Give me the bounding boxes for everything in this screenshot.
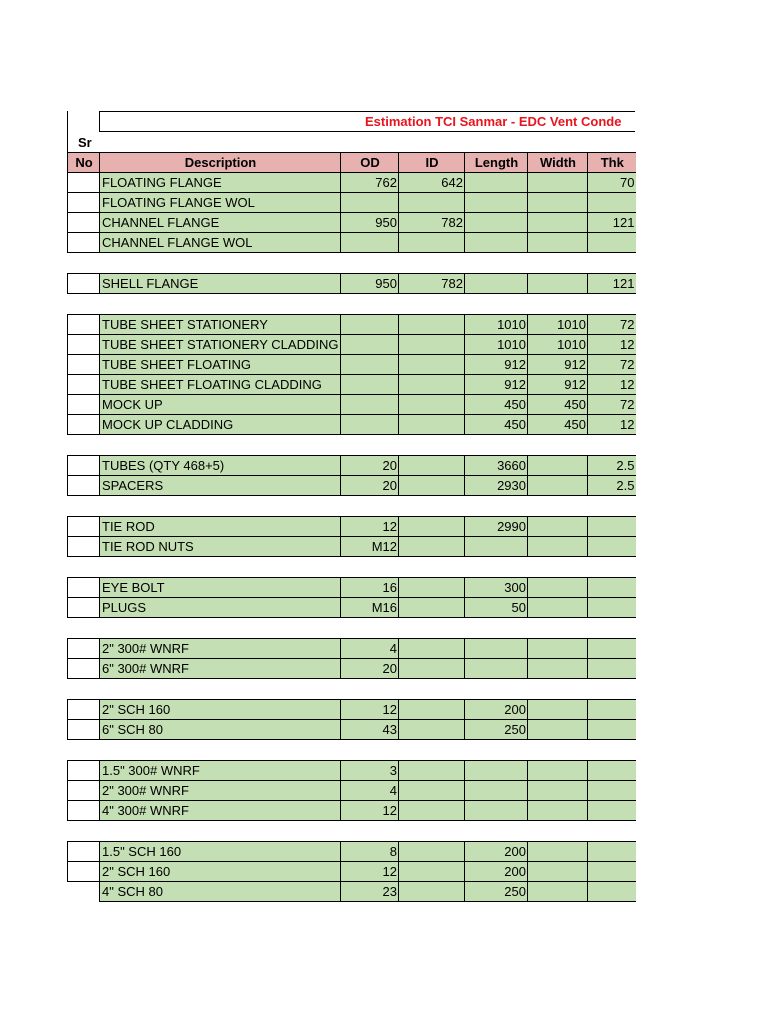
cell-width[interactable] xyxy=(528,193,588,213)
cell-od[interactable]: 20 xyxy=(341,476,399,496)
cell-width[interactable]: 450 xyxy=(528,395,588,415)
cell-thk[interactable] xyxy=(588,862,636,882)
spacer-cell xyxy=(68,253,636,274)
spacer-cell xyxy=(68,435,636,456)
cell-length[interactable] xyxy=(465,781,528,801)
cell-id[interactable]: 642 xyxy=(399,173,465,193)
cell-description[interactable] xyxy=(100,659,341,679)
description-text: TUBE SHEET STATIONERY CLADDING xyxy=(102,337,339,352)
cell-id[interactable] xyxy=(399,781,465,801)
cell-od[interactable]: 4 xyxy=(341,639,399,659)
cell-thk[interactable]: 72 xyxy=(588,395,636,415)
spacer-cell xyxy=(68,679,636,700)
cell-description[interactable] xyxy=(100,335,341,355)
cell-od[interactable]: 8 xyxy=(341,842,399,862)
cell-length[interactable]: 200 xyxy=(465,862,528,882)
cell-description[interactable] xyxy=(100,213,341,233)
cell-id[interactable] xyxy=(399,720,465,740)
cell-length[interactable] xyxy=(465,193,528,213)
cell-id[interactable] xyxy=(399,537,465,557)
spacer-row xyxy=(68,496,636,517)
cell-thk[interactable]: 2.5 xyxy=(588,456,636,476)
cell-thk[interactable]: 72 xyxy=(588,355,636,375)
description-text: FLOATING FLANGE WOL xyxy=(102,195,255,210)
cell-width[interactable] xyxy=(528,862,588,882)
cell-width[interactable] xyxy=(528,537,588,557)
cell-length[interactable]: 300 xyxy=(465,578,528,598)
cell-width[interactable] xyxy=(528,720,588,740)
cell-length[interactable] xyxy=(465,761,528,781)
spacer-cell xyxy=(68,294,636,315)
cell-thk[interactable]: 12 xyxy=(588,415,636,435)
cell-id[interactable] xyxy=(399,395,465,415)
cell-length[interactable]: 50 xyxy=(465,598,528,618)
cell-od[interactable] xyxy=(341,415,399,435)
cell-description[interactable] xyxy=(100,233,341,253)
cell-thk[interactable] xyxy=(588,193,636,213)
spacer-row xyxy=(68,253,636,274)
cell-id[interactable] xyxy=(399,355,465,375)
description-text: 4" 300# WNRF xyxy=(102,803,189,818)
description-text: 2" SCH 160 xyxy=(102,702,171,717)
cell-no[interactable] xyxy=(68,537,100,557)
cell-width[interactable] xyxy=(528,801,588,821)
cell-width[interactable] xyxy=(528,517,588,537)
spacer-row xyxy=(68,821,636,842)
table-row xyxy=(68,659,636,679)
table-row xyxy=(68,801,636,821)
cell-id[interactable] xyxy=(399,517,465,537)
cell-no[interactable] xyxy=(68,375,100,395)
cell-thk[interactable]: 12 xyxy=(588,375,636,395)
cell-no[interactable] xyxy=(68,315,100,335)
cell-id[interactable] xyxy=(399,842,465,862)
title-sr-cell[interactable] xyxy=(67,111,99,132)
table-row xyxy=(68,476,636,496)
cell-thk[interactable] xyxy=(588,639,636,659)
cell-description[interactable] xyxy=(100,173,341,193)
description-text: TUBE SHEET FLOATING xyxy=(102,357,252,372)
cell-length[interactable] xyxy=(465,537,528,557)
description-text: FLOATING FLANGE xyxy=(102,175,222,190)
cell-no[interactable] xyxy=(68,415,100,435)
spacer-row xyxy=(68,435,636,456)
cell-width[interactable]: 912 xyxy=(528,355,588,375)
cell-length[interactable]: 200 xyxy=(465,700,528,720)
cell-length[interactable] xyxy=(465,274,528,294)
cell-id[interactable] xyxy=(399,315,465,335)
cell-thk[interactable] xyxy=(588,801,636,821)
table-row xyxy=(68,193,636,213)
cell-od[interactable]: 20 xyxy=(341,659,399,679)
description-text: TUBES (QTY 468+5) xyxy=(102,458,225,473)
cell-no[interactable] xyxy=(68,395,100,415)
header-row xyxy=(68,153,636,173)
cell-no[interactable] xyxy=(68,700,100,720)
table-row xyxy=(68,598,636,618)
cell-width[interactable] xyxy=(528,842,588,862)
cell-width[interactable] xyxy=(528,659,588,679)
cell-thk[interactable]: 72 xyxy=(588,315,636,335)
cell-width[interactable] xyxy=(528,882,588,902)
cell-od[interactable]: 20 xyxy=(341,456,399,476)
cell-width[interactable]: 1010 xyxy=(528,315,588,335)
table-row xyxy=(68,578,636,598)
cell-description[interactable] xyxy=(100,395,341,415)
cell-length[interactable] xyxy=(465,233,528,253)
cell-od[interactable]: 23 xyxy=(341,882,399,902)
cell-no[interactable] xyxy=(68,639,100,659)
cell-description[interactable] xyxy=(100,862,341,882)
cell-id[interactable]: 782 xyxy=(399,213,465,233)
header-no[interactable]: No xyxy=(68,153,100,173)
cell-od[interactable]: 43 xyxy=(341,720,399,740)
cell-od[interactable] xyxy=(341,375,399,395)
spacer-row xyxy=(68,618,636,639)
cell-length[interactable]: 450 xyxy=(465,415,528,435)
estimation-table xyxy=(67,152,636,902)
cell-no[interactable] xyxy=(68,862,100,882)
description-text: 2" 300# WNRF xyxy=(102,783,189,798)
header-length[interactable]: Length xyxy=(465,153,528,173)
table-row xyxy=(68,415,636,435)
cell-description[interactable] xyxy=(100,882,341,902)
cell-length[interactable]: 3660 xyxy=(465,456,528,476)
cell-length[interactable]: 2930 xyxy=(465,476,528,496)
cell-description[interactable] xyxy=(100,517,341,537)
cell-od[interactable]: 12 xyxy=(341,801,399,821)
cell-width[interactable] xyxy=(528,639,588,659)
table-row xyxy=(68,315,636,335)
header-description[interactable]: Description xyxy=(100,153,341,173)
cell-id[interactable] xyxy=(399,862,465,882)
table-row xyxy=(68,517,636,537)
cell-description[interactable] xyxy=(100,842,341,862)
cell-od[interactable] xyxy=(341,335,399,355)
cell-thk[interactable] xyxy=(588,233,636,253)
cell-thk[interactable] xyxy=(588,842,636,862)
table-row xyxy=(68,456,636,476)
cell-description[interactable] xyxy=(100,315,341,335)
cell-width[interactable]: 450 xyxy=(528,415,588,435)
cell-width[interactable] xyxy=(528,598,588,618)
description-text: 4" SCH 80 xyxy=(102,884,163,899)
table-row xyxy=(68,395,636,415)
spacer-row xyxy=(68,679,636,700)
cell-width[interactable] xyxy=(528,213,588,233)
description-text: TIE ROD xyxy=(102,519,155,534)
header-thk[interactable]: Thk xyxy=(588,153,636,173)
cell-thk[interactable] xyxy=(588,578,636,598)
cell-width[interactable] xyxy=(528,781,588,801)
spacer-cell xyxy=(68,496,636,517)
cell-no[interactable] xyxy=(68,193,100,213)
cell-id[interactable] xyxy=(399,193,465,213)
description-text: MOCK UP CLADDING xyxy=(102,417,234,432)
cell-description[interactable] xyxy=(100,355,341,375)
spacer-cell xyxy=(68,821,636,842)
cell-width[interactable] xyxy=(528,578,588,598)
spacer-row xyxy=(68,557,636,578)
cell-length[interactable]: 912 xyxy=(465,355,528,375)
description-text: PLUGS xyxy=(102,600,147,615)
table-row xyxy=(68,781,636,801)
cell-id[interactable] xyxy=(399,375,465,395)
cell-od[interactable]: 12 xyxy=(341,517,399,537)
cell-no[interactable] xyxy=(68,659,100,679)
cell-description[interactable] xyxy=(100,639,341,659)
cell-id[interactable] xyxy=(399,415,465,435)
title-row xyxy=(67,111,635,132)
cell-no[interactable] xyxy=(68,233,100,253)
description-text: 1.5" 300# WNRF xyxy=(102,763,200,778)
cell-od[interactable]: 4 xyxy=(341,781,399,801)
table-row xyxy=(68,761,636,781)
cell-id[interactable] xyxy=(399,335,465,355)
cell-description[interactable] xyxy=(100,476,341,496)
cell-description[interactable] xyxy=(100,781,341,801)
description-text: 2" 300# WNRF xyxy=(102,641,189,656)
cell-no[interactable] xyxy=(68,476,100,496)
cell-description[interactable] xyxy=(100,720,341,740)
description-text: CHANNEL FLANGE xyxy=(102,215,220,230)
cell-width[interactable] xyxy=(528,476,588,496)
cell-thk[interactable] xyxy=(588,720,636,740)
cell-od[interactable] xyxy=(341,315,399,335)
cell-length[interactable]: 250 xyxy=(465,720,528,740)
description-text: SPACERS xyxy=(102,478,164,493)
cell-description[interactable] xyxy=(100,578,341,598)
table-row xyxy=(68,700,636,720)
header-od[interactable]: OD xyxy=(341,153,399,173)
cell-od[interactable]: 950 xyxy=(341,274,399,294)
cell-od[interactable]: 12 xyxy=(341,862,399,882)
cell-width[interactable] xyxy=(528,456,588,476)
table-row xyxy=(68,233,636,253)
cell-thk[interactable] xyxy=(588,781,636,801)
cell-od[interactable]: M12 xyxy=(341,537,399,557)
cell-no[interactable] xyxy=(68,274,100,294)
table-row xyxy=(68,639,636,659)
cell-description[interactable] xyxy=(100,700,341,720)
cell-id[interactable] xyxy=(399,659,465,679)
cell-width[interactable] xyxy=(528,173,588,193)
cell-thk[interactable] xyxy=(588,700,636,720)
cell-description[interactable] xyxy=(100,415,341,435)
cell-length[interactable] xyxy=(465,801,528,821)
cell-no[interactable] xyxy=(68,578,100,598)
description-text: TUBE SHEET FLOATING CLADDING xyxy=(102,377,322,392)
cell-length[interactable]: 250 xyxy=(465,882,528,902)
cell-id[interactable] xyxy=(399,882,465,902)
cell-no[interactable] xyxy=(68,213,100,233)
description-text: 1.5" SCH 160 xyxy=(102,844,182,859)
cell-length[interactable]: 450 xyxy=(465,395,528,415)
cell-od[interactable]: M16 xyxy=(341,598,399,618)
cell-width[interactable]: 912 xyxy=(528,375,588,395)
cell-length[interactable]: 1010 xyxy=(465,315,528,335)
cell-thk[interactable] xyxy=(588,537,636,557)
table-row xyxy=(68,375,636,395)
cell-od[interactable]: 762 xyxy=(341,173,399,193)
description-text: SHELL FLANGE xyxy=(102,276,199,291)
description-text: 2" SCH 160 xyxy=(102,864,171,879)
table-row xyxy=(68,335,636,355)
cell-id[interactable] xyxy=(399,476,465,496)
cell-width[interactable] xyxy=(528,700,588,720)
cell-no[interactable] xyxy=(68,355,100,375)
cell-length[interactable] xyxy=(465,659,528,679)
cell-od[interactable] xyxy=(341,355,399,375)
description-text: TUBE SHEET STATIONERY xyxy=(102,317,268,332)
cell-thk[interactable]: 70 xyxy=(588,173,636,193)
description-text: 6" 300# WNRF xyxy=(102,661,189,676)
cell-length[interactable] xyxy=(465,213,528,233)
cell-od[interactable]: 950 xyxy=(341,213,399,233)
cell-no[interactable] xyxy=(68,842,100,862)
cell-no[interactable] xyxy=(68,882,100,902)
sr-label-row xyxy=(67,132,635,152)
description-text: TIE ROD NUTS xyxy=(102,539,194,554)
table-row xyxy=(68,537,636,557)
table-row xyxy=(68,862,636,882)
cell-no[interactable] xyxy=(68,761,100,781)
cell-description[interactable] xyxy=(100,761,341,781)
cell-width[interactable]: 1010 xyxy=(528,335,588,355)
description-text: EYE BOLT xyxy=(102,580,165,595)
table-row xyxy=(68,355,636,375)
cell-description[interactable] xyxy=(100,456,341,476)
cell-thk[interactable]: 2.5 xyxy=(588,476,636,496)
spacer-row xyxy=(68,740,636,761)
cell-id[interactable] xyxy=(399,700,465,720)
cell-thk[interactable]: 121 xyxy=(588,213,636,233)
cell-id[interactable] xyxy=(399,456,465,476)
cell-od[interactable]: 3 xyxy=(341,761,399,781)
cell-thk[interactable] xyxy=(588,517,636,537)
cell-description[interactable] xyxy=(100,274,341,294)
table-row xyxy=(68,173,636,193)
sr-label[interactable]: Sr xyxy=(67,132,99,152)
cell-length[interactable]: 200 xyxy=(465,842,528,862)
header-width[interactable]: Width xyxy=(528,153,588,173)
spacer-cell xyxy=(68,557,636,578)
cell-thk[interactable] xyxy=(588,659,636,679)
cell-description[interactable] xyxy=(100,375,341,395)
spacer-cell xyxy=(68,740,636,761)
cell-no[interactable] xyxy=(68,456,100,476)
cell-no[interactable] xyxy=(68,801,100,821)
cell-width[interactable] xyxy=(528,761,588,781)
cell-length[interactable]: 2990 xyxy=(465,517,528,537)
spacer-row xyxy=(68,294,636,315)
cell-od[interactable]: 16 xyxy=(341,578,399,598)
cell-id[interactable] xyxy=(399,233,465,253)
cell-length[interactable]: 912 xyxy=(465,375,528,395)
cell-id[interactable]: 782 xyxy=(399,274,465,294)
cell-thk[interactable] xyxy=(588,882,636,902)
cell-thk[interactable] xyxy=(588,598,636,618)
sheet-title[interactable]: Estimation TCI Sanmar - EDC Vent Conde xyxy=(99,111,635,132)
cell-id[interactable] xyxy=(399,801,465,821)
description-text: CHANNEL FLANGE WOL xyxy=(102,235,253,250)
cell-id[interactable] xyxy=(399,761,465,781)
cell-thk[interactable]: 121 xyxy=(588,274,636,294)
cell-no[interactable] xyxy=(68,720,100,740)
cell-no[interactable] xyxy=(68,173,100,193)
cell-description[interactable] xyxy=(100,537,341,557)
cell-id[interactable] xyxy=(399,598,465,618)
cell-no[interactable] xyxy=(68,598,100,618)
cell-od[interactable] xyxy=(341,395,399,415)
cell-id[interactable] xyxy=(399,639,465,659)
description-text: 6" SCH 80 xyxy=(102,722,163,737)
cell-od[interactable] xyxy=(341,233,399,253)
table-row xyxy=(68,842,636,862)
cell-length[interactable] xyxy=(465,173,528,193)
cell-width[interactable] xyxy=(528,274,588,294)
cell-no[interactable] xyxy=(68,335,100,355)
cell-description[interactable] xyxy=(100,598,341,618)
cell-description[interactable] xyxy=(100,801,341,821)
description-text: MOCK UP xyxy=(102,397,163,412)
cell-id[interactable] xyxy=(399,578,465,598)
cell-no[interactable] xyxy=(68,781,100,801)
cell-width[interactable] xyxy=(528,233,588,253)
table-row xyxy=(68,274,636,294)
cell-no[interactable] xyxy=(68,517,100,537)
cell-od[interactable]: 12 xyxy=(341,700,399,720)
cell-thk[interactable] xyxy=(588,761,636,781)
cell-length[interactable] xyxy=(465,639,528,659)
header-id[interactable]: ID xyxy=(399,153,465,173)
cell-thk[interactable]: 12 xyxy=(588,335,636,355)
table-row xyxy=(68,882,636,902)
cell-description[interactable] xyxy=(100,193,341,213)
spreadsheet xyxy=(67,111,635,902)
spacer-cell xyxy=(68,618,636,639)
cell-length[interactable]: 1010 xyxy=(465,335,528,355)
table-row xyxy=(68,213,636,233)
table-row xyxy=(68,720,636,740)
cell-od[interactable] xyxy=(341,193,399,213)
